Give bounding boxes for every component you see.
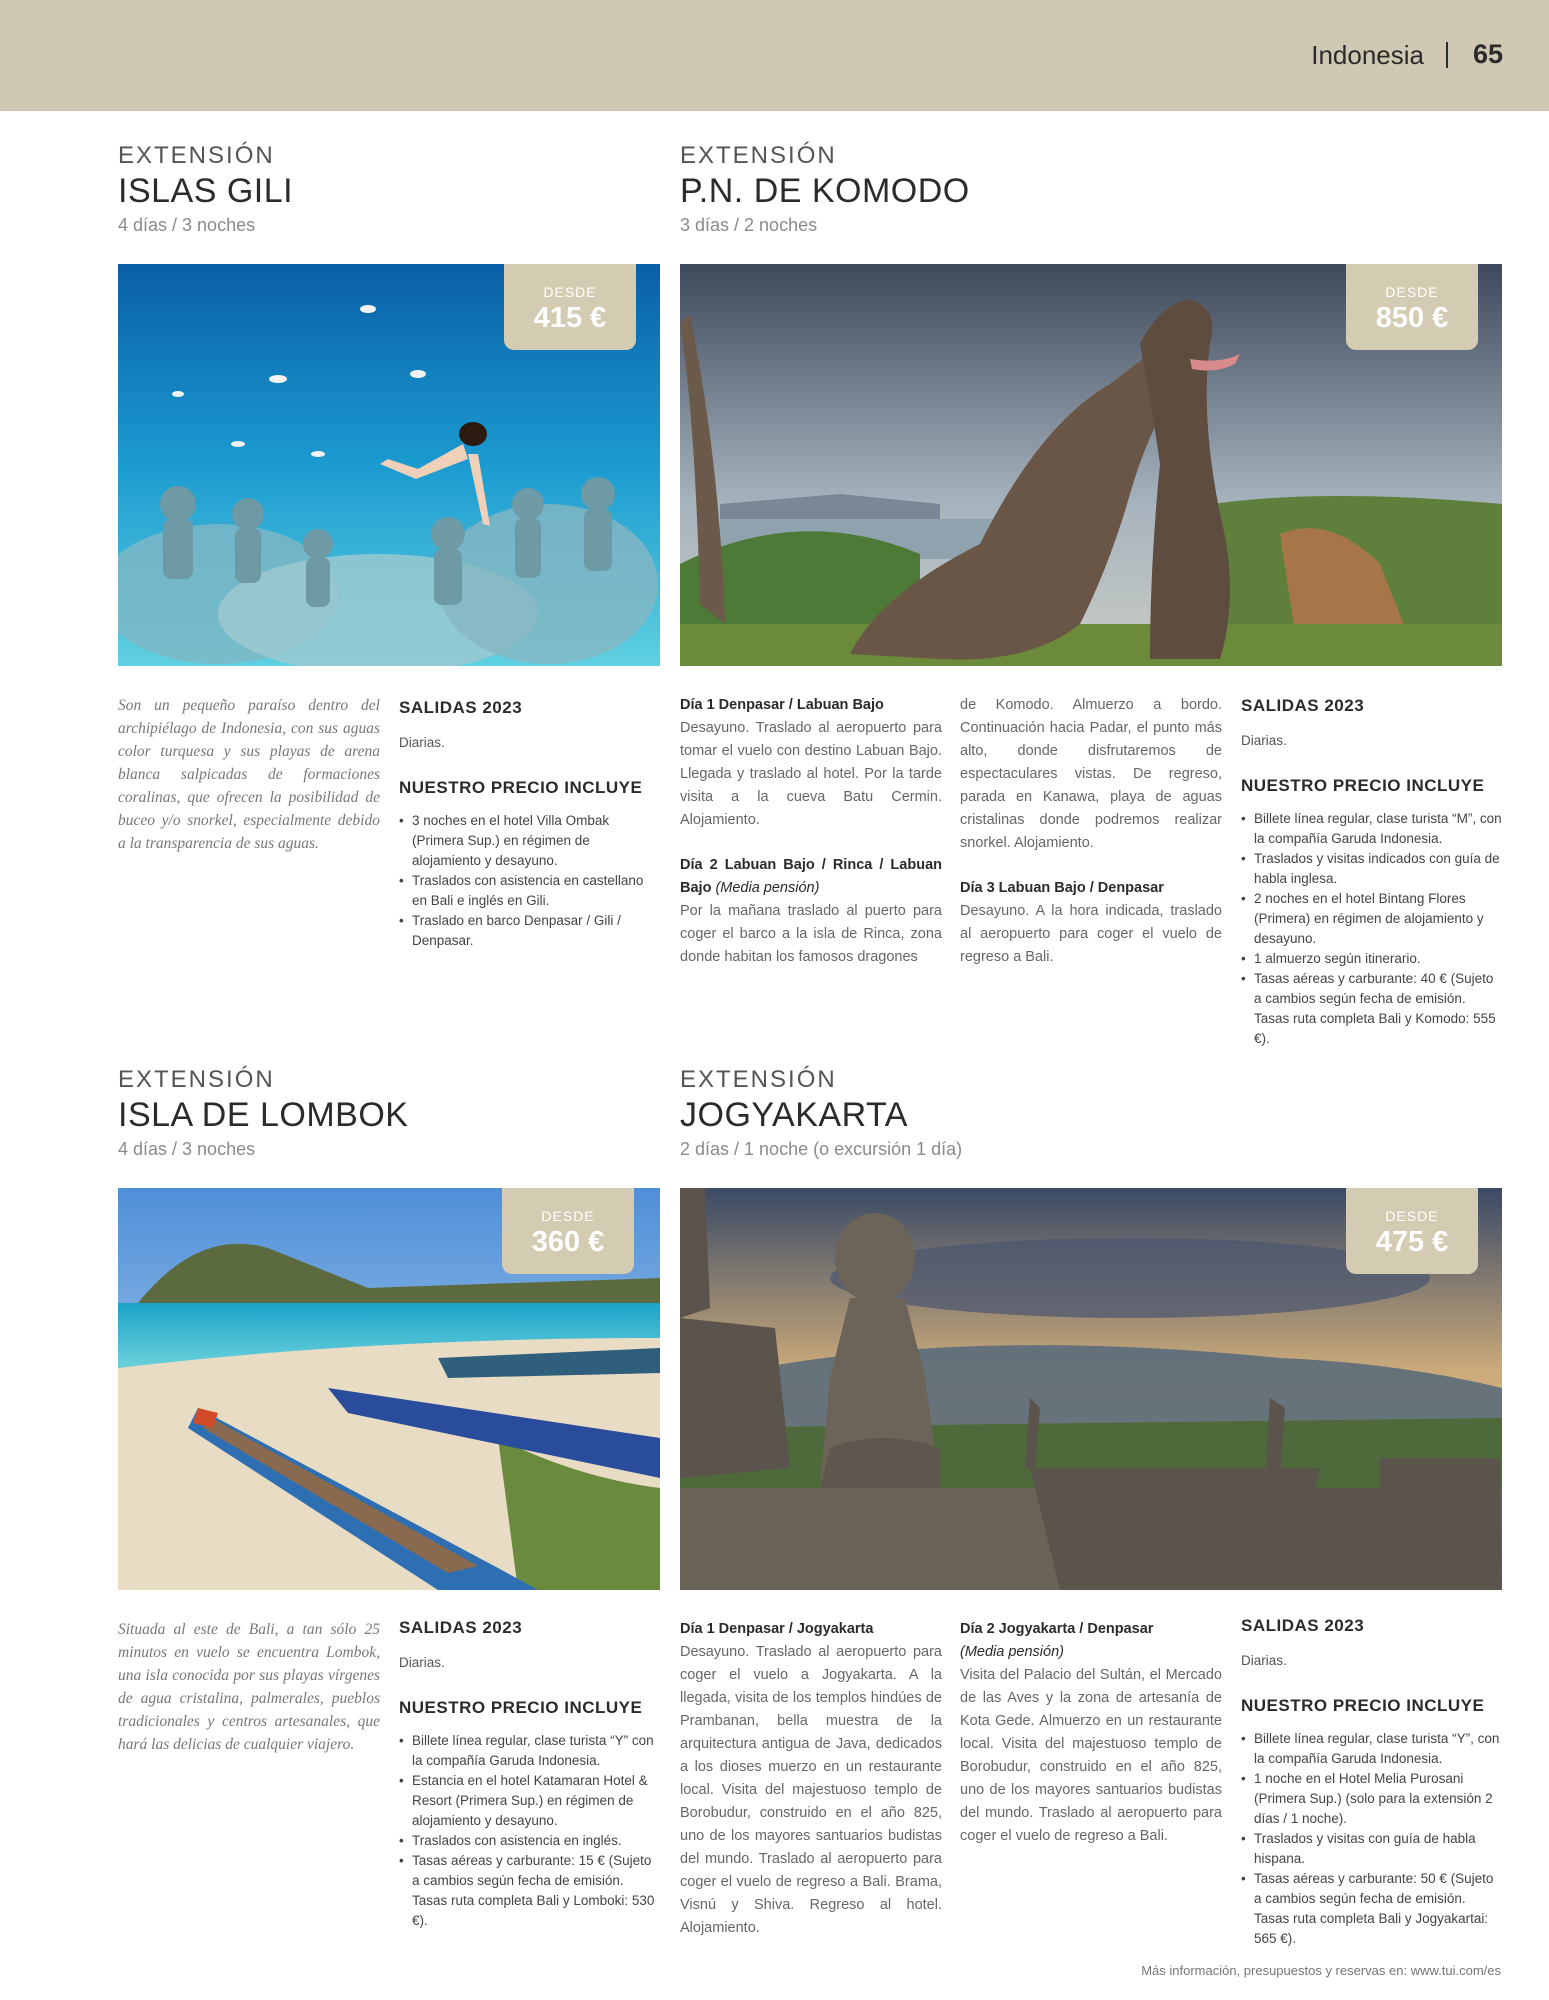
lombok-incluye-list bbox=[399, 1731, 661, 1931]
jogya-incluye-list bbox=[1241, 1729, 1503, 1949]
jogya-itinerary-col2 bbox=[960, 1618, 1222, 1848]
komodo-day1-title: Día 1 Denpasar / Labuan Bajo bbox=[680, 697, 884, 713]
list-item: • Billete línea regular, clase turista “Y” con la compañía Garuda Indonesia. bbox=[399, 1731, 661, 1771]
komodo-kicker: EXTENSIÓN bbox=[680, 142, 837, 169]
list-item: • Tasas aéreas y carburante: 50 € (Sujeto a cambios según fecha de emisión. Tasas ruta completa Bali y Jogyakartai: 565 €). bbox=[1241, 1869, 1503, 1949]
komodo-duration: 3 días / 2 noches bbox=[680, 215, 818, 235]
lombok-photo bbox=[118, 1188, 660, 1590]
lombok-title: ISLA DE LOMBOK bbox=[118, 1096, 409, 1134]
list-item: • Tasas aéreas y carburante: 40 € (Sujeto a cambios según fecha de emisión. Tasas ruta completa Bali y Komodo: 555 €). bbox=[1241, 969, 1503, 1049]
page-header bbox=[0, 0, 1549, 111]
komodo-salidas: Diarias. bbox=[1241, 733, 1287, 748]
lombok-heading bbox=[118, 1066, 658, 1160]
gili-title: ISLAS GILI bbox=[118, 172, 294, 210]
list-item: • 2 noches en el hotel Bintang Flores (Primera) en régimen de alojamiento y desayuno. bbox=[1241, 889, 1503, 949]
lombok-kicker: EXTENSIÓN bbox=[118, 1066, 275, 1093]
list-item: • Traslados con asistencia en inglés. bbox=[399, 1831, 661, 1851]
country-label: Indonesia bbox=[1311, 40, 1424, 70]
list-item: • Traslados con asistencia en castellano en Bali e inglés en Gili. bbox=[399, 871, 661, 911]
komodo-info bbox=[1241, 694, 1503, 1049]
list-item: • Tasas aéreas y carburante: 15 € (Sujeto a cambios según fecha de emisión. Tasas ruta completa Bali y Lomboki: 530 €). bbox=[399, 1851, 661, 1931]
jogya-day1-text: Desayuno. Traslado al aeropuerto para coger el vuelo a Jogyakarta. A la llegada, visita de los templos hindúes de Prambanan, bella muestra de la arquitectura antigua de Java, dedicados a los dioses muerzo en un restaurante local. Visita del majestuoso templo de Borobudur, construido en el año 825, uno de los mayores santuarios budistas del mundo. Traslado al aeropuerto para coger el vuelo de regreso a Bali. Brama, Visnú y Shiva. Regreso al hotel. Alojamiento. bbox=[680, 1644, 942, 1936]
jogya-day1-title: Día 1 Denpasar / Jogyakarta bbox=[680, 1621, 874, 1637]
komodo-title: P.N. DE KOMODO bbox=[680, 172, 970, 210]
komodo-incluye-title: NUESTRO PRECIO INCLUYE bbox=[1241, 776, 1485, 795]
gili-photo bbox=[118, 264, 660, 666]
jogya-title: JOGYAKARTA bbox=[680, 1096, 908, 1134]
gili-incluye-title: NUESTRO PRECIO INCLUYE bbox=[399, 778, 643, 797]
komodo-price-badge bbox=[1346, 264, 1478, 350]
header-divider bbox=[1446, 42, 1448, 68]
lombok-price-badge bbox=[502, 1188, 634, 1274]
jogya-kicker: EXTENSIÓN bbox=[680, 1066, 837, 1093]
gili-price-badge bbox=[504, 264, 636, 350]
gili-salidas: Diarias. bbox=[399, 735, 445, 750]
gili-incluye-list bbox=[399, 811, 661, 951]
komodo-photo bbox=[680, 264, 1502, 666]
lombok-price: 360 € bbox=[531, 1226, 605, 1258]
jogya-price-badge bbox=[1346, 1188, 1478, 1274]
gili-info bbox=[399, 696, 661, 951]
jogya-duration: 2 días / 1 noche (o excursión 1 día) bbox=[680, 1139, 963, 1159]
gili-kicker: EXTENSIÓN bbox=[118, 142, 275, 169]
komodo-heading bbox=[680, 142, 1280, 236]
list-item: • Traslados y visitas indicados con guía de habla inglesa. bbox=[1241, 849, 1503, 889]
footer-info: Más información, presupuestos y reservas en: www.tui.com/es bbox=[1141, 1963, 1501, 1978]
gili-salidas-title: SALIDAS 2023 bbox=[399, 698, 523, 717]
jogya-salidas-title: SALIDAS 2023 bbox=[1241, 1616, 1365, 1635]
lombok-duration: 4 días / 3 noches bbox=[118, 1139, 256, 1159]
jogya-salidas: Diarias. bbox=[1241, 1653, 1287, 1668]
page-number: 65 bbox=[1472, 39, 1503, 69]
list-item: • Billete línea regular, clase turista “Y”, con la compañía Garuda Indonesia. bbox=[1241, 1729, 1503, 1769]
lombok-incluye-title: NUESTRO PRECIO INCLUYE bbox=[399, 1698, 643, 1717]
jogya-itinerary-col1 bbox=[680, 1618, 942, 1940]
komodo-day2-title: Día 2 Labuan Bajo / Rinca / Labuan Bajo bbox=[680, 857, 942, 896]
jogya-heading bbox=[680, 1066, 1280, 1160]
gili-price-from: DESDE bbox=[543, 284, 597, 300]
jogya-photo bbox=[680, 1188, 1502, 1590]
lombok-info bbox=[399, 1616, 661, 1931]
komodo-day2-heading bbox=[680, 854, 942, 900]
list-item: • Traslado en barco Denpasar / Gili / Denpasar. bbox=[399, 911, 661, 951]
gili-duration: 4 días / 3 noches bbox=[118, 215, 256, 235]
komodo-day3-text: Desayuno. A la hora indicada, traslado al aeropuerto para coger el vuelo de regreso a Bali. bbox=[960, 903, 1222, 965]
gili-intro: Son un pequeño paraíso dentro del archipiélago de Indonesia, con sus aguas color turquesa y sus playas de arena blanca salpicadas de formaciones coralinas, que ofrecen la posibilidad de buceo y/o snorkel, especialmente debido a la transparencia de sus aguas. bbox=[118, 697, 380, 852]
jogya-info bbox=[1241, 1614, 1503, 1949]
jogya-day2-sub: (Media pensión) bbox=[960, 1644, 1064, 1660]
komodo-day2-text: Por la mañana traslado al puerto para coger el barco a la isla de Rinca, zona donde habitan los famosos dragones bbox=[680, 903, 942, 965]
jogya-day2-text: Visita del Palacio del Sultán, el Mercado de las Aves y la zona de artesanía de Kota Gede. Almuerzo en un restaurante local. Visita del majestuoso templo de Borobudur, construido en el año 825, uno de los mayores santuarios budistas del mundo. Traslado al aeropuerto para coger el vuelo de regreso a Bali. bbox=[960, 1667, 1222, 1844]
komodo-itinerary-col2 bbox=[960, 694, 1222, 969]
list-item: • Traslados y visitas con guía de habla hispana. bbox=[1241, 1829, 1503, 1869]
gili-heading bbox=[118, 142, 658, 236]
komodo-day3-title: Día 3 Labuan Bajo / Denpasar bbox=[960, 880, 1164, 896]
jogya-price-from: DESDE bbox=[1385, 1208, 1439, 1224]
komodo-day2-cont: de Komodo. Almuerzo a bordo. Continuación hacia Padar, el punto más alto, donde disfrutaremos de espectaculares vistas. De regreso, parada en Kanawa, playa de aguas cristalinas donde podremos realizar snorkel. Alojamiento. bbox=[960, 697, 1222, 851]
list-item: • 1 almuerzo según itinerario. bbox=[1241, 949, 1503, 969]
list-item: • 1 noche en el Hotel Melia Purosani (Primera Sup.) (solo para la extensión 2 días / 1 noche). bbox=[1241, 1769, 1503, 1829]
lombok-salidas-title: SALIDAS 2023 bbox=[399, 1618, 523, 1637]
jogya-day2-title: Día 2 Jogyakarta / Denpasar bbox=[960, 1621, 1154, 1637]
list-item: • Estancia en el hotel Katamaran Hotel & Resort (Primera Sup.) en régimen de alojamiento y desayuno. bbox=[399, 1771, 661, 1831]
gili-price: 415 € bbox=[533, 302, 607, 334]
lombok-intro: Situada al este de Bali, a tan sólo 25 minutos en vuelo se encuentra Lombok, una isla conocida por sus playas vírgenes de agua cristalina, palmerales, pueblos tradicionales y centros artesanales, que hará las delicias de cualquier viajero. bbox=[118, 1621, 380, 1753]
lombok-salidas: Diarias. bbox=[399, 1655, 445, 1670]
list-item: • 3 noches en el hotel Villa Ombak (Primera Sup.) en régimen de alojamiento y desayuno. bbox=[399, 811, 661, 871]
komodo-day1-text: Desayuno. Traslado al aeropuerto para tomar el vuelo con destino Labuan Bajo. Llegada y traslado al hotel. Por la tarde visita a la cueva Batu Cermin. Alojamiento. bbox=[680, 720, 942, 828]
komodo-incluye-list bbox=[1241, 809, 1503, 1049]
komodo-itinerary-col1 bbox=[680, 694, 942, 969]
komodo-price-from: DESDE bbox=[1385, 284, 1439, 300]
komodo-price: 850 € bbox=[1375, 302, 1449, 334]
jogya-incluye-title: NUESTRO PRECIO INCLUYE bbox=[1241, 1696, 1485, 1715]
list-item: • Billete línea regular, clase turista “M”, con la compañía Garuda Indonesia. bbox=[1241, 809, 1503, 849]
jogya-price: 475 € bbox=[1375, 1226, 1449, 1258]
lombok-price-from: DESDE bbox=[541, 1208, 595, 1224]
komodo-day2-sub: (Media pensión) bbox=[715, 880, 820, 896]
komodo-salidas-title: SALIDAS 2023 bbox=[1241, 696, 1365, 715]
